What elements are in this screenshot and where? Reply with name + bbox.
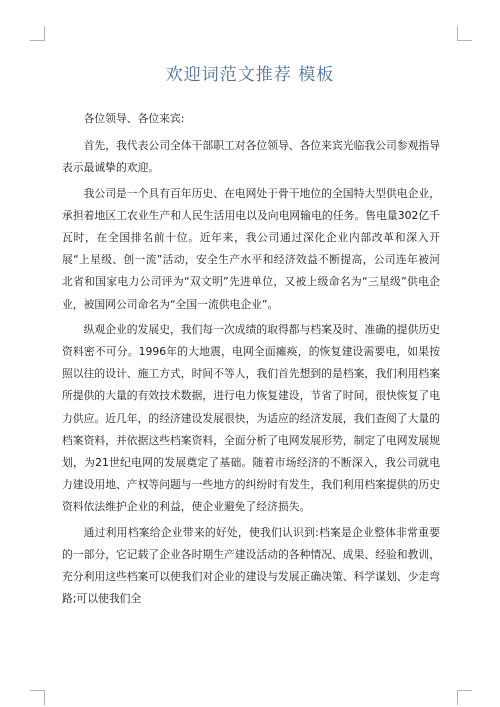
- crop-mark-bottom-left: [30, 690, 45, 705]
- crop-mark-bottom-right: [457, 690, 472, 705]
- document-body: [62, 108, 440, 613]
- paragraph-1: 首先，我代表公司全体干部职工对各位领导、各位来宾光临我公司参观指导表示最诚挚的欢迎。: [62, 139, 440, 175]
- paragraph-2: 我公司是一个具有百年历史、在电网处于骨干地位的全国特大型供电企业，承担着地区工农业生产和人民生活用电以及向电网输电的任务。售电量302亿千瓦时，在全国排名前十位。近年来，我公司通过深化企业内部改革和深入开展“上星级、创一流”活动，安全生产水平和经济效益不断提高，公司连年被河北省和国家电力公司评为“双文明”先进单位，又被上级命名为“三星级”供电企业，被国网公司命名为“全国一流供电企业”。: [62, 186, 440, 311]
- greeting: 各位领导、各位来宾:: [83, 112, 185, 125]
- crop-mark-top-right: [457, 26, 472, 41]
- document-title: 欢迎词范文推荐 模板: [165, 65, 335, 85]
- crop-mark-top-left: [30, 26, 45, 41]
- paragraph-4: 通过利用档案给企业带来的好处，使我们认识到:档案是企业整体非常重要的一部分，它记载了企业各时期生产建设活动的各种情况、成果、经验和教训，充分利用这些档案可以使我们对企业的建设与发展正确决策、科学谋划、少走弯路;可以使我们全: [62, 525, 440, 606]
- paragraph-3: 纵观企业的发展史，我们每一次成绩的取得都与档案及时、准确的提供历史资料密不可分。1996年的大地震，电网全面瘫痪，的恢复建设需要电，如果按照以往的设计、施工方式，时间不等人，我们首先想到的是档案，我们利用档案所提供的大量的有效技术数据，进行电力恢复建设，节省了时间，很快恢复了电力供应。近几年，的经济建设发展很快，为适应的经济发展，我们查阅了大量的档案资料，并依据这些档案资料，全面分析了电网发展形势，制定了电网发展规划，为21世纪电网的发展奠定了基础。随着市场经济的不断深入，我公司就电力建设用地、产权等问题与一些地方的纠纷时有发生，我们利用档案提供的历史资料依法维护企业的利益，使企业避免了经济损失。: [62, 322, 440, 514]
